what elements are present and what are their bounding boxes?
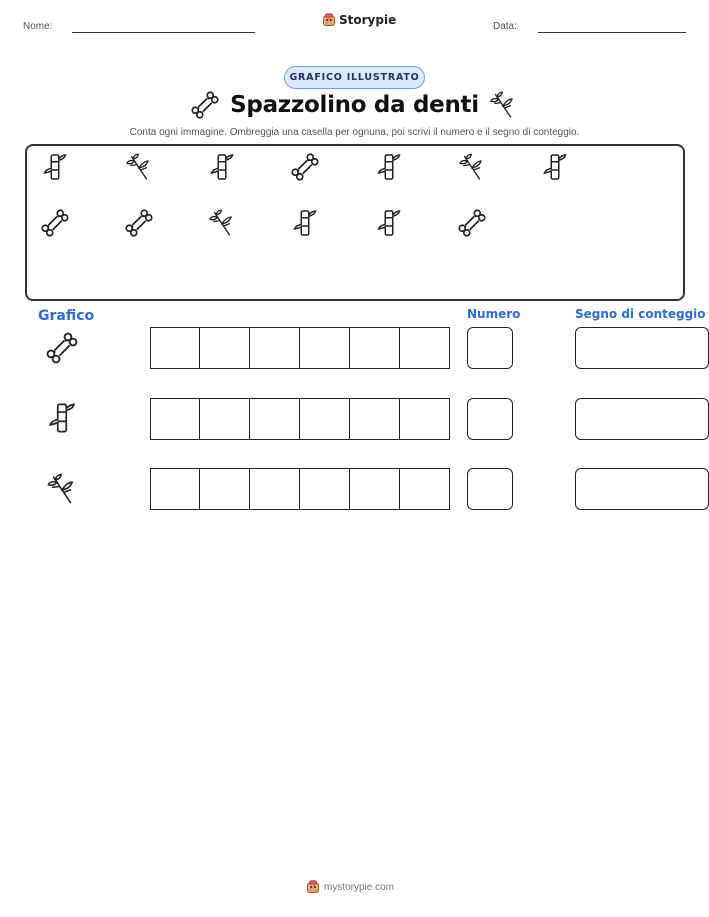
storypie-logo: [322, 13, 396, 27]
graph-cell[interactable]: [200, 468, 250, 510]
graph-cell[interactable]: [200, 398, 250, 440]
bamboo-icon: [540, 150, 570, 184]
bamboo-icon: [374, 150, 404, 184]
bone-number-box[interactable]: [467, 327, 513, 369]
bone-tally-box[interactable]: [575, 327, 709, 369]
name-label: Nome:: [23, 21, 53, 32]
number-heading: Numero: [467, 307, 521, 321]
name-line[interactable]: [72, 32, 255, 33]
graph-cell[interactable]: [150, 327, 200, 369]
worksheet-type-badge: GRAFICO ILLUSTRATO: [284, 66, 425, 89]
graph-cell[interactable]: [150, 398, 200, 440]
graph-heading: Grafico: [38, 308, 95, 324]
twig-icon: [488, 90, 518, 120]
instructions: Conta ogni immagine. Ombreggia una casella per ognuna, poi scrivi il numero e il segno di conteggio.: [129, 127, 580, 138]
bamboo-icon: [45, 399, 79, 437]
graph-cell[interactable]: [400, 398, 450, 440]
twig-icon: [45, 470, 79, 508]
graph-cell[interactable]: [300, 398, 350, 440]
graph-cell[interactable]: [250, 468, 300, 510]
graph-cell[interactable]: [300, 327, 350, 369]
bone-icon: [290, 150, 320, 184]
bamboo-icon: [207, 150, 237, 184]
date-line[interactable]: [538, 32, 686, 33]
tally-heading: Segno di conteggio: [575, 307, 706, 321]
graph-cell[interactable]: [400, 327, 450, 369]
graph-cell[interactable]: [400, 468, 450, 510]
graph-cell[interactable]: [250, 398, 300, 440]
bone-icon: [45, 329, 79, 367]
mascot-icon: [306, 880, 320, 894]
bamboo-icon: [290, 206, 320, 240]
graph-cell[interactable]: [300, 468, 350, 510]
footer: [306, 880, 394, 894]
graph-cell[interactable]: [250, 327, 300, 369]
bone-icon: [40, 206, 70, 240]
graph-cell[interactable]: [150, 468, 200, 510]
twig-graph-row: [150, 468, 450, 510]
mascot-icon: [322, 13, 336, 27]
bamboo-number-box[interactable]: [467, 398, 513, 440]
bamboo-tally-box[interactable]: [575, 398, 709, 440]
footer-url[interactable]: mystorypie.com: [324, 881, 395, 893]
bone-graph-row: [150, 327, 450, 369]
twig-tally-box[interactable]: [575, 468, 709, 510]
bamboo-icon: [374, 206, 404, 240]
twig-icon: [457, 150, 487, 184]
bone-icon: [124, 206, 154, 240]
graph-cell[interactable]: [350, 327, 400, 369]
twig-icon: [124, 150, 154, 184]
bone-icon: [457, 206, 487, 240]
page-title: Spazzolino da denti: [230, 92, 479, 118]
graph-cell[interactable]: [350, 398, 400, 440]
brand-name: Storypie: [339, 13, 397, 27]
twig-number-box[interactable]: [467, 468, 513, 510]
graph-cell[interactable]: [200, 327, 250, 369]
date-label: Data:: [493, 21, 517, 32]
twig-icon: [207, 206, 237, 240]
bamboo-graph-row: [150, 398, 450, 440]
picture-box: [25, 144, 685, 301]
graph-cell[interactable]: [350, 468, 400, 510]
bamboo-icon: [40, 150, 70, 184]
